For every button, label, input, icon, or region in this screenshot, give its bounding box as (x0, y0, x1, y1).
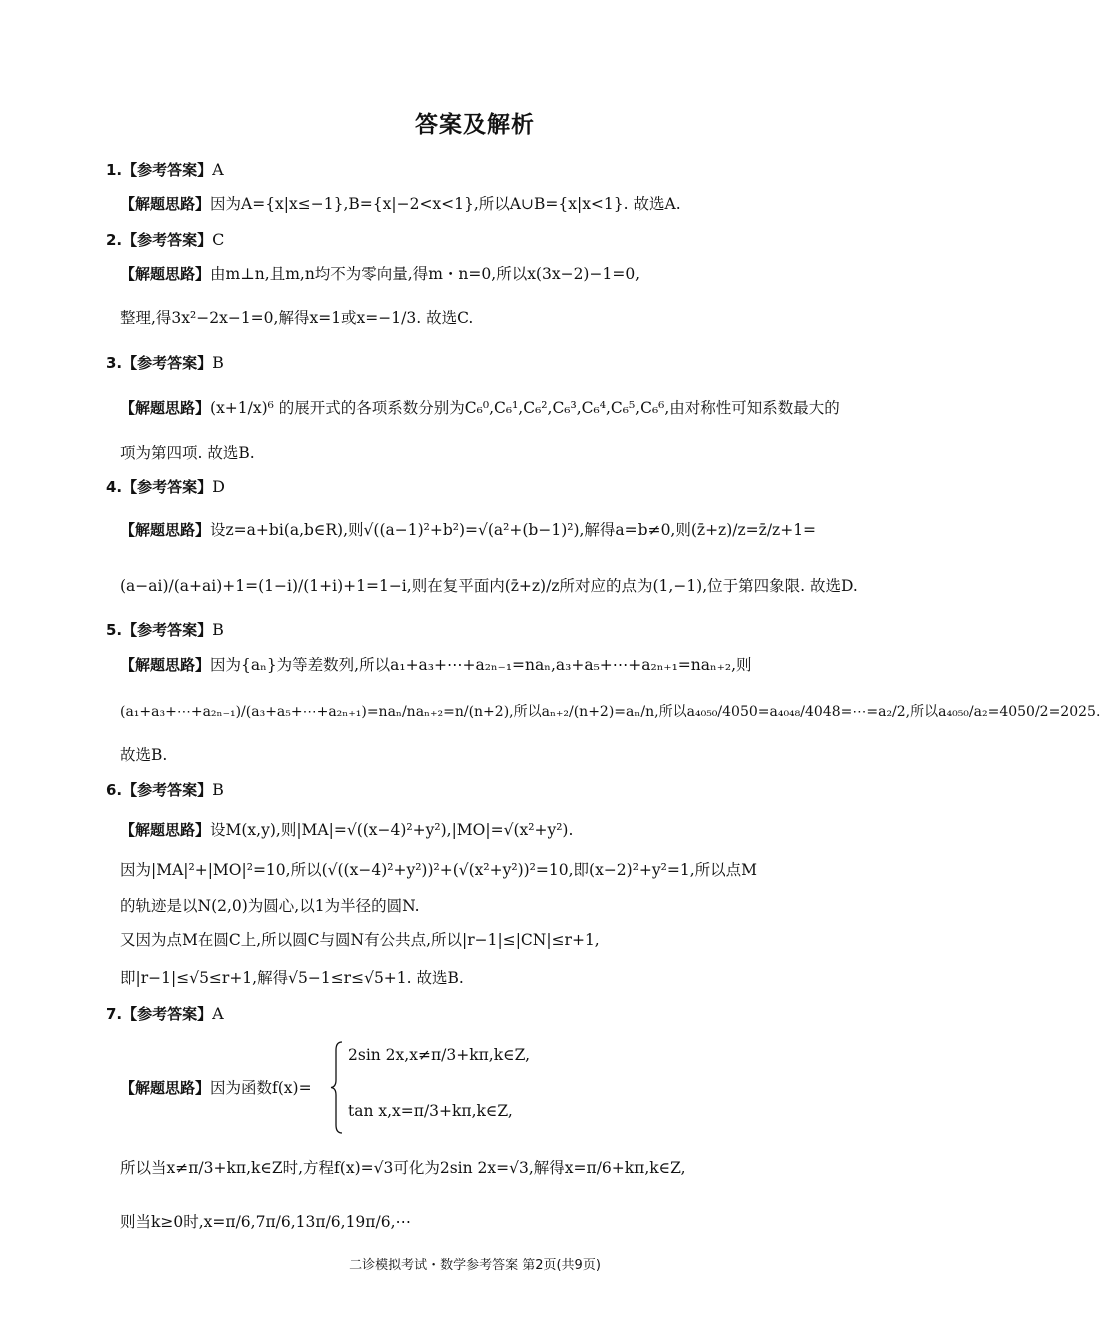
question-7-header (106, 1004, 224, 1024)
analysis-line: 项为第四项. 故选B. (120, 444, 255, 462)
analysis-tag: 【解题思路】 (120, 195, 211, 213)
answer-tag: 【参考答案】 (122, 231, 213, 249)
analysis-tag: 【解题思路】 (120, 1079, 211, 1097)
analysis-text: 设M(x,y),则|MA|=√((x−4)²+y²),|MO|=√(x²+y²). (210, 821, 574, 839)
question-3-header (106, 353, 224, 373)
analysis-tag: 【解题思路】 (120, 821, 211, 839)
analysis-text: 由m⊥n,且m,n均不为零向量,得m・n=0,所以x(3x−2)−1=0, (210, 265, 641, 283)
analysis-line: 的轨迹是以N(2,0)为圆心,以1为半径的圆N. (120, 897, 420, 915)
question-number: 1. (106, 161, 123, 179)
question-4-header (106, 477, 225, 497)
left-brace-icon (330, 1040, 344, 1135)
analysis-line: 因为|MA|²+|MO|²=10,所以(√((x−4)²+y²))²+(√(x²+y²))²=10,即(x−2)²+y²=1,所以点M (120, 861, 758, 879)
analysis-text: 因为A={x|x≤−1},B={x|−2<x<1},所以A∪B={x|x<1}. 故选A. (210, 195, 681, 213)
analysis-line: (a−ai)/(a+ai)+1=(1−i)/(1+i)+1=1−i,则在复平面内(z̄+z)/z所对应的点为(1,−1),位于第四象限. 故选D. (120, 577, 858, 595)
question-1-header (106, 160, 224, 180)
analysis-tag: 【解题思路】 (120, 656, 211, 674)
question-number: 2. (106, 231, 123, 249)
answer-tag: 【参考答案】 (122, 781, 213, 799)
answer-tag: 【参考答案】 (122, 478, 213, 496)
question-number: 6. (106, 781, 123, 799)
answer-tag: 【参考答案】 (122, 621, 213, 639)
analysis-line: 又因为点M在圆C上,所以圆C与圆N有公共点,所以|r−1|≤|CN|≤r+1, (120, 931, 600, 949)
question-6-header (106, 780, 224, 800)
question-5-header (106, 620, 224, 640)
answer-value: D (212, 477, 225, 496)
answer-value: C (212, 230, 225, 249)
answer-tag: 【参考答案】 (122, 161, 213, 179)
question-3-analysis (120, 398, 840, 418)
analysis-text: 设z=a+bi(a,b∈R),则√((a−1)²+b²)=√(a²+(b−1)²),解得a=b≠0,则(z̄+z)/z=z̄/z+1= (210, 521, 817, 539)
question-2-header (106, 230, 224, 250)
question-number: 3. (106, 354, 123, 372)
question-7-analysis (120, 1076, 312, 1098)
question-5-analysis (120, 655, 752, 675)
answer-value: A (212, 160, 224, 179)
analysis-line: 则当k≥0时,x=π/6,7π/6,13π/6,19π/6,⋯ (120, 1213, 411, 1231)
page-footer: 二诊模拟考试・数学参考答案 第2页(共9页) (349, 1258, 601, 1273)
analysis-line: 故选B. (120, 746, 168, 764)
question-2-analysis (120, 264, 640, 284)
analysis-text: 因为{aₙ}为等差数列,所以a₁+a₃+⋯+a₂ₙ₋₁=naₙ,a₃+a₅+⋯+a₂ₙ₊₁=naₙ₊₂,则 (210, 656, 752, 674)
answer-tag: 【参考答案】 (122, 1005, 213, 1023)
piecewise-case-2: tan x,x=π/3+kπ,k∈Z, (348, 1102, 513, 1120)
question-6-analysis (120, 820, 573, 840)
answer-value: B (212, 353, 224, 372)
question-4-analysis (120, 520, 816, 540)
answer-tag: 【参考答案】 (122, 354, 213, 372)
analysis-text: (x+1/x)⁶ 的展开式的各项系数分别为C₆⁰,C₆¹,C₆²,C₆³,C₆⁴,C₆⁵,C₆⁶,由对称性可知系数最大的 (210, 399, 840, 417)
analysis-line: 即|r−1|≤√5≤r+1,解得√5−1≤r≤√5+1. 故选B. (120, 969, 464, 987)
analysis-line: (a₁+a₃+⋯+a₂ₙ₋₁)/(a₃+a₅+⋯+a₂ₙ₊₁)=naₙ/naₙ₊₂=n/(n+2),所以aₙ₊₂/(n+2)=aₙ/n,所以a₄₀₅₀/4050=a₄₀₄₈/4048=⋯=a₂/2,所以a₄₀₅₀/a₂=4050/2=2025. (120, 704, 1100, 720)
analysis-text: 因为函数f(x)= (210, 1079, 312, 1097)
question-1-analysis (120, 194, 681, 214)
page-title: 答案及解析 (415, 112, 535, 138)
question-number: 5. (106, 621, 123, 639)
answer-value: B (212, 780, 224, 799)
question-number: 4. (106, 478, 123, 496)
question-number: 7. (106, 1005, 123, 1023)
analysis-tag: 【解题思路】 (120, 399, 211, 417)
analysis-line: 所以当x≠π/3+kπ,k∈Z时,方程f(x)=√3可化为2sin 2x=√3,解得x=π/6+kπ,k∈Z, (120, 1159, 686, 1177)
piecewise-case-1: 2sin 2x,x≠π/3+kπ,k∈Z, (348, 1046, 530, 1064)
analysis-tag: 【解题思路】 (120, 265, 211, 283)
analysis-line: 整理,得3x²−2x−1=0,解得x=1或x=−1/3. 故选C. (120, 309, 474, 327)
piecewise-function (120, 1040, 620, 1135)
answer-value: B (212, 620, 224, 639)
analysis-tag: 【解题思路】 (120, 521, 211, 539)
answer-value: A (212, 1004, 224, 1023)
